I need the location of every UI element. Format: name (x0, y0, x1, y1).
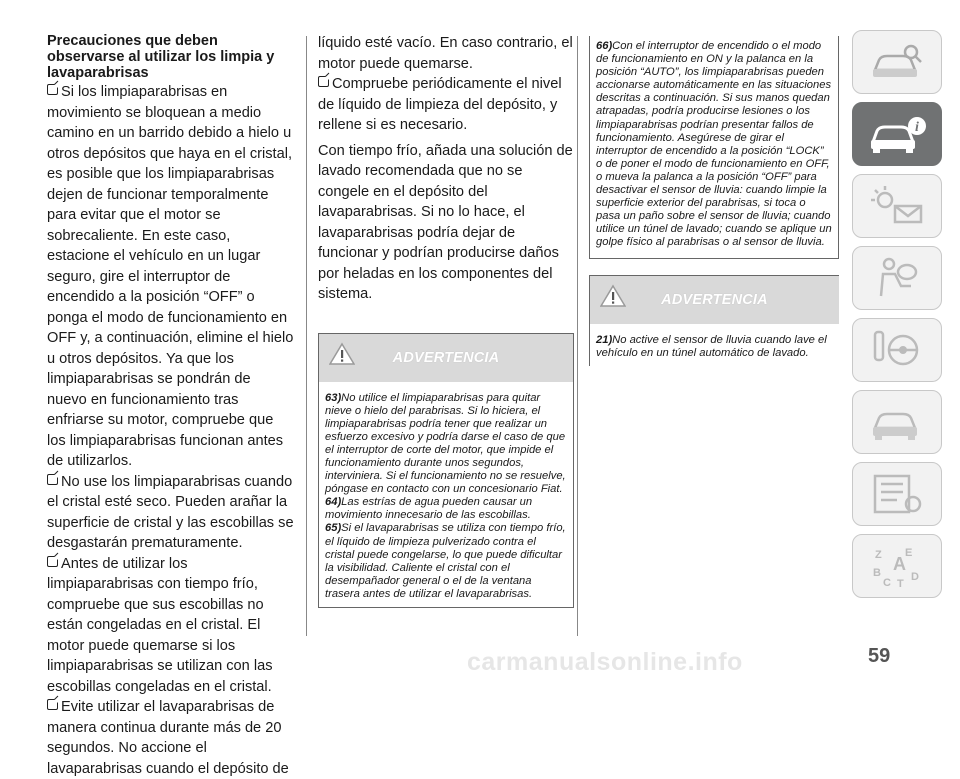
warning-continuation-box (589, 36, 839, 259)
warning-triangle-icon (329, 342, 355, 366)
svg-text:B: B (873, 567, 881, 579)
paragraph: Con tiempo frío, añada una solución de lavado recomendada que no se congele en el depósito del lavaparabrisas. Si no lo hace, el lavaparabrisas podría dejar de funcionar y podrían producirse daños por heladas en los componentes del sistema. (318, 142, 573, 302)
chapter-tab-maintenance[interactable] (852, 462, 942, 526)
warning-box (589, 275, 839, 366)
svg-text:Z: Z (875, 549, 882, 561)
paragraph: No use los limpiaparabrisas cuando el cristal esté seco. Pueden arañar la superficie de cristal y las escobillas se desgastarán prematuramente. (47, 473, 294, 551)
paragraph: líquido esté vacío. En caso contrario, el motor puede quemarse. (318, 35, 573, 72)
warning-note: 64)Las estrías de agua pueden causar un movimiento innecesario de las escobillas. (325, 496, 533, 522)
index-letters-icon (867, 544, 927, 588)
warning-triangle-icon (600, 284, 626, 308)
warning-header (319, 334, 573, 382)
warning-title: ADVERTENCIA (661, 291, 768, 308)
warning-note: 63)No utilice el limpiaparabrisas para quitar nieve o hielo del parabrisas. Si lo hiciera, el limpiaparabrisas podría tener que realizar un esfuerzo excesivo y podría darse el caso de que el interruptor de corte del motor, que impide el funcionamiento durante unos segundos, interviniera. Si el funcionamiento no se resuelve, póngase en contacto con un concesionario Fiat. (325, 391, 566, 496)
chapter-tab-safety[interactable] (852, 246, 942, 310)
key-steering-icon (867, 328, 927, 372)
note-bullet-icon (47, 84, 58, 95)
chapter-tab-emergency[interactable] (852, 390, 942, 454)
note-bullet-icon (318, 76, 329, 87)
warning-note: 66)Con el interruptor de encendido o el modo de funcionamiento en ON y la palanca en la posición “AUTO”, los limpiaparabrisas pueden accionarse automáticamente en las situaciones descritas a continuación. Si sus manos quedan atrapadas, podría producirse lesiones o los limpiaparabrisas podrían presentar fallos de funcionamiento. Asegúrese de girar el interruptor de encendido a la posición “LOCK” o de poner el modo de funcionamiento en OFF, o mueva la palanca a la posición “OFF” para desactivar el sensor de lluvia: cuando limpie la superficie exterior del parabrisas, si toca o pasa un paño sobre el sensor de lluvia; cuando utilice un túnel de lavado; cuando se aplique un golpe físico al parabrisas o al sensor de lluvia. (596, 40, 832, 249)
maintenance-list-icon (867, 472, 927, 516)
warning-box (318, 333, 574, 609)
paragraph: Evite utilizar el lavaparabrisas de manera continua durante más de 20 segundos. No accione el lavaparabrisas cuando el depósito de (47, 699, 289, 777)
warning-title: ADVERTENCIA (392, 349, 500, 366)
paragraph: Compruebe periódicamente el nivel de líquido de limpieza del depósito, y rellene si es necesario. (318, 76, 562, 133)
paragraph: Antes de utilizar los limpiaparabrisas con tiempo frío, compruebe que sus escobillas no están congeladas en el cristal. El motor puede quemarse si los limpiaparabrisas se utilizan con las escobillas congeladas en el cristal. (47, 555, 273, 695)
chapter-sidebar (852, 30, 942, 606)
page-number: 59 (868, 645, 891, 667)
paragraph: Si los limpiaparabrisas en movimiento se bloquean a medio camino en un barrido debido a hielo u otros depósitos que haya en el cristal, es posible que los limpiaparabrisas dejen de funcionar temporalmente para evitar que el motor se sobrecaliente. En este caso, estacione el vehículo en un lugar seguro, gire el interruptor de encendido a la posición “OFF” o ponga el modo de funcionamiento en OFF y, a continuación, elimine el hielo u otros depósitos. Ya que los limpiaparabrisas se pondrán de nuevo en funcionamiento tras enfriarse su motor, compruebe que los limpiaparabrisas funcionan antes de utilizarlos. (47, 84, 294, 469)
watermark: carmanualsonline.info (467, 648, 743, 676)
column-divider (306, 36, 307, 636)
column-divider (577, 36, 578, 636)
svg-text:D: D (911, 571, 919, 583)
warning-body (319, 382, 573, 608)
warning-body (590, 324, 839, 366)
car-emergency-icon (867, 400, 927, 444)
airbag-safety-icon (867, 256, 927, 300)
chapter-tab-warning-lights[interactable] (852, 174, 942, 238)
column-3 (589, 36, 839, 366)
note-bullet-icon (47, 699, 58, 710)
svg-text:T: T (897, 578, 904, 588)
warning-note: 21)No active el sensor de lluvia cuando lave el vehículo en un túnel automático de lavado. (596, 333, 827, 359)
car-info-icon (867, 112, 927, 156)
warning-note: 65)Si el lavaparabrisas se utiliza con tiempo frío, el líquido de limpieza pulverizado contra el cristal puede congelarse, lo que puede dificultar la visibilidad. Caliente el cristal con el desempañador general o el de la ventana trasera antes de utilizar el lavaparabrisas. (325, 522, 566, 600)
svg-text:A: A (893, 554, 906, 574)
column-2 (318, 33, 574, 608)
svg-text:C: C (883, 577, 891, 588)
warning-header (590, 276, 839, 324)
column-1 (47, 33, 294, 779)
chapter-tab-index[interactable] (852, 534, 942, 598)
svg-text:i: i (915, 120, 919, 135)
chapter-tab-getting-to-know[interactable] (852, 102, 942, 166)
section-heading: Precauciones que deben observarse al utilizar los limpia y lavaparabrisas (47, 33, 275, 81)
chapter-tab-dashboard[interactable] (852, 30, 942, 94)
warning-lights-icon (867, 184, 927, 228)
note-bullet-icon (47, 556, 58, 567)
note-bullet-icon (47, 474, 58, 485)
car-search-icon (867, 40, 927, 84)
chapter-tab-starting-driving[interactable] (852, 318, 942, 382)
svg-text:E: E (905, 547, 913, 559)
